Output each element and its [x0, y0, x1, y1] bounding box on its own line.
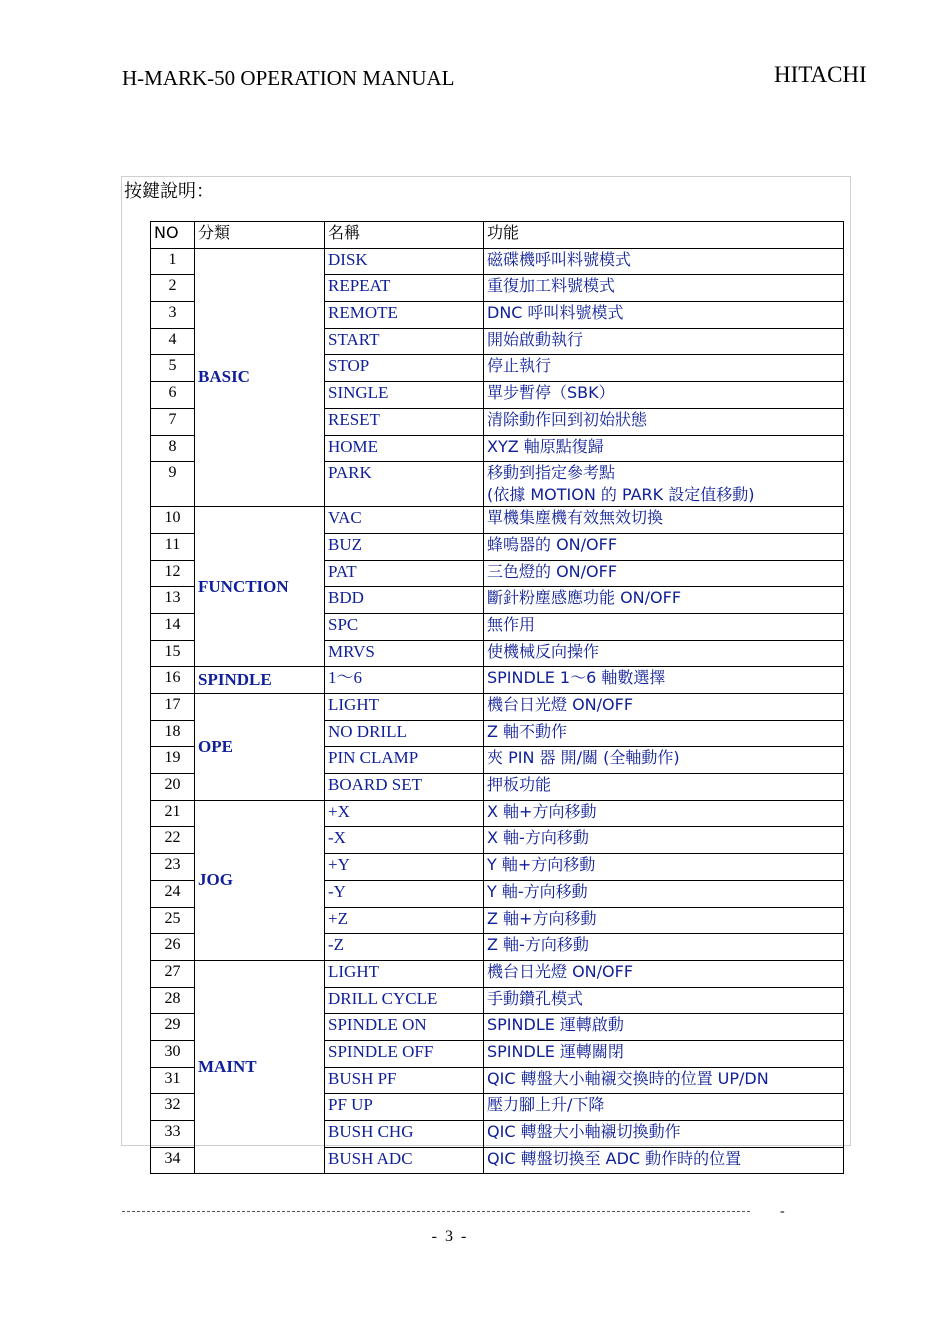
table-row [151, 960, 844, 987]
function-cell: 磁碟機呼叫料號模式 [484, 248, 844, 275]
row-number: 27 [151, 960, 195, 987]
table-row [151, 694, 844, 721]
key-name-cell: 1～6 [325, 667, 484, 694]
row-number: 31 [151, 1067, 195, 1094]
table-row [151, 667, 844, 694]
row-number: 14 [151, 613, 195, 640]
header-no: NO [151, 222, 195, 249]
footer-rule [122, 1211, 750, 1212]
function-cell: 機台日光燈 ON/OFF [484, 694, 844, 721]
key-name-cell: BUSH ADC [325, 1147, 484, 1174]
key-name-cell: NO DRILL [325, 720, 484, 747]
function-cell: 無作用 [484, 613, 844, 640]
function-cell: QIC 轉盤切換至 ADC 動作時的位置 [484, 1147, 844, 1174]
table-row [151, 800, 844, 827]
row-number: 34 [151, 1147, 195, 1174]
function-cell: SPINDLE 運轉啟動 [484, 1014, 844, 1041]
key-name-cell: BOARD SET [325, 774, 484, 801]
key-name-cell: BUSH PF [325, 1067, 484, 1094]
row-number: 7 [151, 408, 195, 435]
key-name-cell: PF UP [325, 1094, 484, 1121]
row-number: 17 [151, 694, 195, 721]
row-number: 21 [151, 800, 195, 827]
key-name-cell: +Y [325, 854, 484, 881]
key-name-cell: PIN CLAMP [325, 747, 484, 774]
row-number: 15 [151, 640, 195, 667]
function-cell: 單步暫停（SBK） [484, 382, 844, 409]
function-cell: 使機械反向操作 [484, 640, 844, 667]
key-name-cell: -X [325, 827, 484, 854]
key-name-cell: LIGHT [325, 694, 484, 721]
key-name-cell: REPEAT [325, 275, 484, 302]
function-cell: 三色燈的 ON/OFF [484, 560, 844, 587]
function-cell: QIC 轉盤大小軸襯切換動作 [484, 1121, 844, 1148]
function-cell: Y 軸+方向移動 [484, 854, 844, 881]
row-number: 16 [151, 667, 195, 694]
row-number: 1 [151, 248, 195, 275]
table-body [151, 248, 844, 1174]
function-cell: Z 軸-方向移動 [484, 934, 844, 961]
header-function: 功能 [484, 222, 844, 249]
function-cell: 重復加工料號模式 [484, 275, 844, 302]
row-number: 20 [151, 774, 195, 801]
key-name-cell: MRVS [325, 640, 484, 667]
function-cell: QIC 轉盤大小軸襯交換時的位置 UP/DN [484, 1067, 844, 1094]
row-number: 9 [151, 462, 195, 507]
row-number: 28 [151, 987, 195, 1014]
category-cell: MAINT [195, 960, 325, 1174]
function-cell: XYZ 軸原點復歸 [484, 435, 844, 462]
key-name-cell: HOME [325, 435, 484, 462]
key-name-cell: DISK [325, 248, 484, 275]
category-cell: OPE [195, 694, 325, 801]
header-name: 名稱 [325, 222, 484, 249]
function-cell: 開始啟動執行 [484, 328, 844, 355]
function-cell: SPINDLE 運轉關閉 [484, 1040, 844, 1067]
function-cell: 斷針粉塵感應功能 ON/OFF [484, 587, 844, 614]
function-cell: Z 軸不動作 [484, 720, 844, 747]
row-number: 18 [151, 720, 195, 747]
row-number: 4 [151, 328, 195, 355]
function-cell: X 軸+方向移動 [484, 800, 844, 827]
row-number: 13 [151, 587, 195, 614]
row-number: 23 [151, 854, 195, 881]
row-number: 30 [151, 1040, 195, 1067]
table-row [151, 507, 844, 534]
key-name-cell: REMOTE [325, 302, 484, 329]
key-name-cell: LIGHT [325, 960, 484, 987]
function-cell: 停止執行 [484, 355, 844, 382]
key-name-cell: BUZ [325, 533, 484, 560]
footer-rule-end: - [780, 1204, 785, 1219]
key-name-cell: SPC [325, 613, 484, 640]
function-cell: 壓力腳上升/下降 [484, 1094, 844, 1121]
key-name-cell: VAC [325, 507, 484, 534]
key-name-cell: SPINDLE ON [325, 1014, 484, 1041]
key-description-table [150, 221, 844, 1174]
row-number: 32 [151, 1094, 195, 1121]
function-cell: SPINDLE 1～6 軸數選擇 [484, 667, 844, 694]
category-cell: BASIC [195, 248, 325, 507]
key-name-cell: +X [325, 800, 484, 827]
function-cell: 押板功能 [484, 774, 844, 801]
function-cell [484, 462, 844, 507]
brand-name: HITACHI [774, 62, 867, 87]
row-number: 24 [151, 880, 195, 907]
function-note: (依據 MOTION 的 PARK 設定值移動) [487, 485, 755, 505]
row-number: 6 [151, 382, 195, 409]
table-row [151, 248, 844, 275]
function-cell: DNC 呼叫料號模式 [484, 302, 844, 329]
row-number: 3 [151, 302, 195, 329]
row-number: 26 [151, 934, 195, 961]
key-name-cell: PAT [325, 560, 484, 587]
row-number: 2 [151, 275, 195, 302]
row-number: 25 [151, 907, 195, 934]
key-name-cell: START [325, 328, 484, 355]
key-name-cell: BUSH CHG [325, 1121, 484, 1148]
key-name-cell: -Z [325, 934, 484, 961]
function-cell: 清除動作回到初始狀態 [484, 408, 844, 435]
function-cell: Z 軸+方向移動 [484, 907, 844, 934]
function-text: 移動到指定參考點 [487, 463, 616, 483]
key-name-cell: -Y [325, 880, 484, 907]
row-number: 33 [151, 1121, 195, 1148]
key-name-cell: DRILL CYCLE [325, 987, 484, 1014]
section-caption: 按鍵說明： [124, 181, 214, 202]
row-number: 22 [151, 827, 195, 854]
category-cell: JOG [195, 800, 325, 960]
key-name-cell: SPINDLE OFF [325, 1040, 484, 1067]
header-category: 分類 [195, 222, 325, 249]
key-name-cell: STOP [325, 355, 484, 382]
function-cell: 機台日光燈 ON/OFF [484, 960, 844, 987]
row-number: 12 [151, 560, 195, 587]
key-name-cell: RESET [325, 408, 484, 435]
page-number: - 3 - [431, 1228, 469, 1245]
key-name-cell: BDD [325, 587, 484, 614]
row-number: 11 [151, 533, 195, 560]
function-cell: X 軸-方向移動 [484, 827, 844, 854]
category-cell: SPINDLE [195, 667, 325, 694]
function-cell: 手動鑽孔模式 [484, 987, 844, 1014]
function-cell: Y 軸-方向移動 [484, 880, 844, 907]
row-number: 29 [151, 1014, 195, 1041]
row-number: 19 [151, 747, 195, 774]
function-cell: 蜂鳴器的 ON/OFF [484, 533, 844, 560]
function-cell: 夾 PIN 器 開/關 (全軸動作) [484, 747, 844, 774]
row-number: 10 [151, 507, 195, 534]
table-header-row [151, 222, 844, 249]
manual-title: H-MARK-50 OPERATION MANUAL [122, 66, 455, 90]
row-number: 5 [151, 355, 195, 382]
key-name-cell: PARK [325, 462, 484, 507]
key-name-cell: SINGLE [325, 382, 484, 409]
function-cell: 單機集塵機有效無效切換 [484, 507, 844, 534]
category-cell: FUNCTION [195, 507, 325, 667]
key-name-cell: +Z [325, 907, 484, 934]
row-number: 8 [151, 435, 195, 462]
